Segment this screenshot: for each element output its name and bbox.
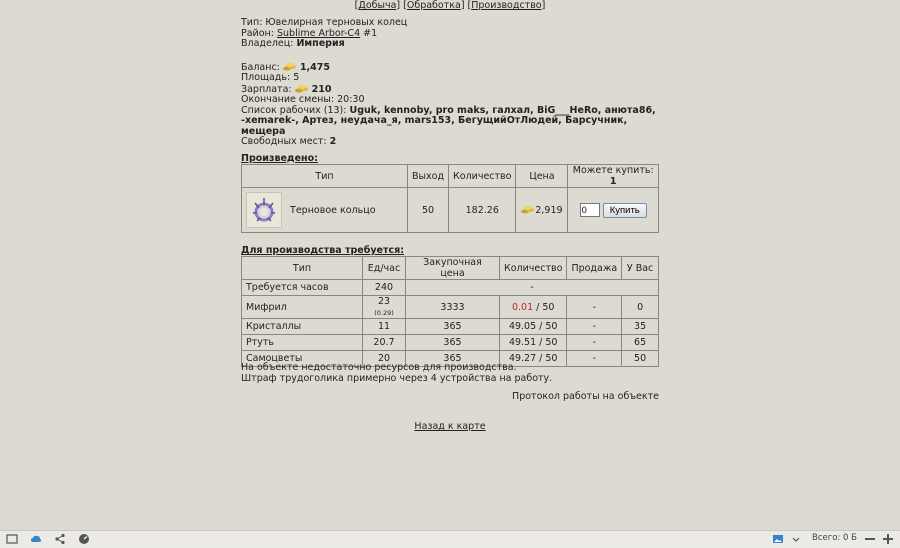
download-total: Всего: 0 Б	[812, 533, 857, 543]
taskbar	[0, 530, 900, 548]
header-output: Выход	[408, 165, 449, 188]
area-value: 5	[293, 72, 300, 83]
thorn-ring-icon	[246, 192, 282, 228]
header-rate: Ед/час	[363, 257, 406, 280]
shift-end-line: Окончание смены: 20:30	[241, 94, 365, 105]
buy-button[interactable]: Купить	[603, 203, 647, 218]
owner-name: Империя	[296, 38, 345, 49]
table-row	[242, 188, 659, 233]
product-output: 50	[408, 188, 449, 233]
resource-price: 3333	[406, 296, 500, 319]
window-icon[interactable]	[6, 533, 18, 545]
buy-cell	[568, 188, 659, 233]
workers-list: Uguk, kennoby, pro maks, галхал, BiG___HeRo, анюта86, -xemarek-, Артез, неудача_я, mars153, БегущийОтЛюдей, Барсучник, мещера	[241, 104, 656, 137]
free-places-value: 2	[329, 136, 337, 147]
resource-yours: 65	[622, 335, 659, 351]
produced-table	[241, 164, 659, 233]
resource-quantity: 49.51 / 50	[500, 335, 567, 351]
shift-end-value: 20:30	[337, 94, 365, 105]
resource-rate: 20	[363, 351, 406, 367]
gold-coins-icon	[295, 84, 309, 93]
resource-yours: 0	[622, 296, 659, 319]
resource-sale: -	[567, 296, 622, 319]
product-price: 2,919	[535, 204, 563, 216]
balance-value: 1,475	[299, 61, 330, 73]
buy-quantity-input[interactable]	[580, 203, 600, 217]
district-number: #1	[363, 27, 378, 39]
header-quantity: Количество	[449, 165, 516, 188]
workaholic-penalty-note: Штраф трудоголика примерно через 4 устройства на работу.	[241, 373, 553, 384]
resource-rate: 20.7	[363, 335, 406, 351]
area-line: Площадь: 5	[241, 72, 300, 83]
free-places-line: Свободных мест: 2	[241, 136, 337, 147]
type-line: Тип: Ювелирная терновых колец	[241, 17, 408, 28]
resource-type: Мифрил	[242, 296, 363, 319]
product-quantity: 182.26	[449, 188, 516, 233]
nav-processing-link[interactable]: Обработка	[406, 0, 461, 11]
header-quantity: Количество	[500, 257, 567, 280]
product-name: Терновое кольцо	[290, 204, 376, 216]
balance-line: Баланс: 1,475	[241, 61, 330, 73]
top-navigation: [Добыча] [Обработка] [Производство]	[354, 0, 546, 11]
speedometer-icon[interactable]	[78, 533, 90, 545]
share-icon[interactable]	[54, 533, 66, 545]
salary-value: 210	[311, 83, 332, 95]
resource-quantity: 49.05 / 50	[500, 319, 567, 335]
resource-quantity: 0.01 / 50	[500, 296, 567, 319]
resource-yours: 50	[622, 351, 659, 367]
header-sale: Продажа	[567, 257, 622, 280]
resource-sale: -	[567, 351, 622, 367]
table-row	[242, 319, 659, 335]
resource-sale: -	[567, 335, 622, 351]
produced-title: Произведено:	[241, 152, 318, 164]
cloud-icon[interactable]	[30, 533, 42, 545]
required-title: Для производства требуется:	[241, 245, 405, 256]
nav-mining-link[interactable]: Добыча	[358, 0, 397, 11]
header-price: Цена	[516, 165, 568, 188]
hours-value: 240	[363, 280, 406, 296]
header-yours: У Вас	[622, 257, 659, 280]
district-line: Район: Sublime Arbor-C4 #1	[241, 27, 378, 39]
table-row	[242, 335, 659, 351]
hours-dash: -	[406, 280, 659, 296]
gold-coins-icon	[521, 205, 535, 214]
salary-line: Зарплата: 210	[241, 83, 332, 95]
header-type: Тип	[242, 257, 363, 280]
resource-price: 365	[406, 351, 500, 367]
header-purchase-price: Закупочная цена	[406, 257, 500, 280]
table-row	[242, 296, 659, 319]
resource-type: Кристаллы	[242, 319, 363, 335]
resource-price: 365	[406, 319, 500, 335]
can-buy-value: 1	[609, 176, 617, 187]
resource-rate: 11	[363, 319, 406, 335]
owner-line: Владелец: Империя	[241, 38, 345, 49]
nav-production-link[interactable]: Производство	[471, 0, 542, 11]
back-container	[0, 421, 900, 432]
notes	[241, 362, 552, 384]
table-header-row	[242, 257, 659, 280]
product-price-cell	[516, 188, 568, 233]
header-type: Тип	[242, 165, 408, 188]
workers-line: Список рабочих (13): Uguk, kennoby, pro maks, галхал, BiG___HeRo, анюта86, -xemarek-, Артез, неудача_я, mars153, БегущийОтЛюдей, Барсучник, мещера	[241, 104, 656, 137]
resource-price: 365	[406, 335, 500, 351]
table-row	[242, 280, 659, 296]
insufficient-resources-note: На объекте недостаточно ресурсов для производства.	[241, 362, 517, 373]
chevron-down-icon[interactable]	[790, 533, 802, 545]
resource-rate: 23 (0.29)	[363, 296, 406, 319]
table-header-row	[242, 165, 659, 188]
work-protocol-link[interactable]: Протокол работы на объекте	[512, 391, 659, 402]
required-table	[241, 256, 659, 367]
facility-info	[241, 18, 661, 164]
hours-label: Требуется часов	[242, 280, 363, 296]
resource-sale: -	[567, 319, 622, 335]
resource-quantity: 49.27 / 50	[500, 351, 567, 367]
zoom-in-icon[interactable]	[882, 533, 894, 545]
resource-type: Ртуть	[242, 335, 363, 351]
resource-type: Самоцветы	[242, 351, 363, 367]
header-can-buy: Можете купить: 1	[568, 165, 659, 188]
back-to-map-link[interactable]: Назад к карте	[414, 421, 486, 432]
resource-yours: 35	[622, 319, 659, 335]
image-icon[interactable]	[772, 533, 784, 545]
district-link[interactable]: Sublime Arbor-C4	[276, 27, 361, 39]
zoom-out-icon[interactable]	[864, 533, 876, 545]
product-cell	[242, 188, 408, 233]
gold-coins-icon	[283, 62, 297, 71]
facility-type: Ювелирная терновых колец	[265, 17, 408, 28]
